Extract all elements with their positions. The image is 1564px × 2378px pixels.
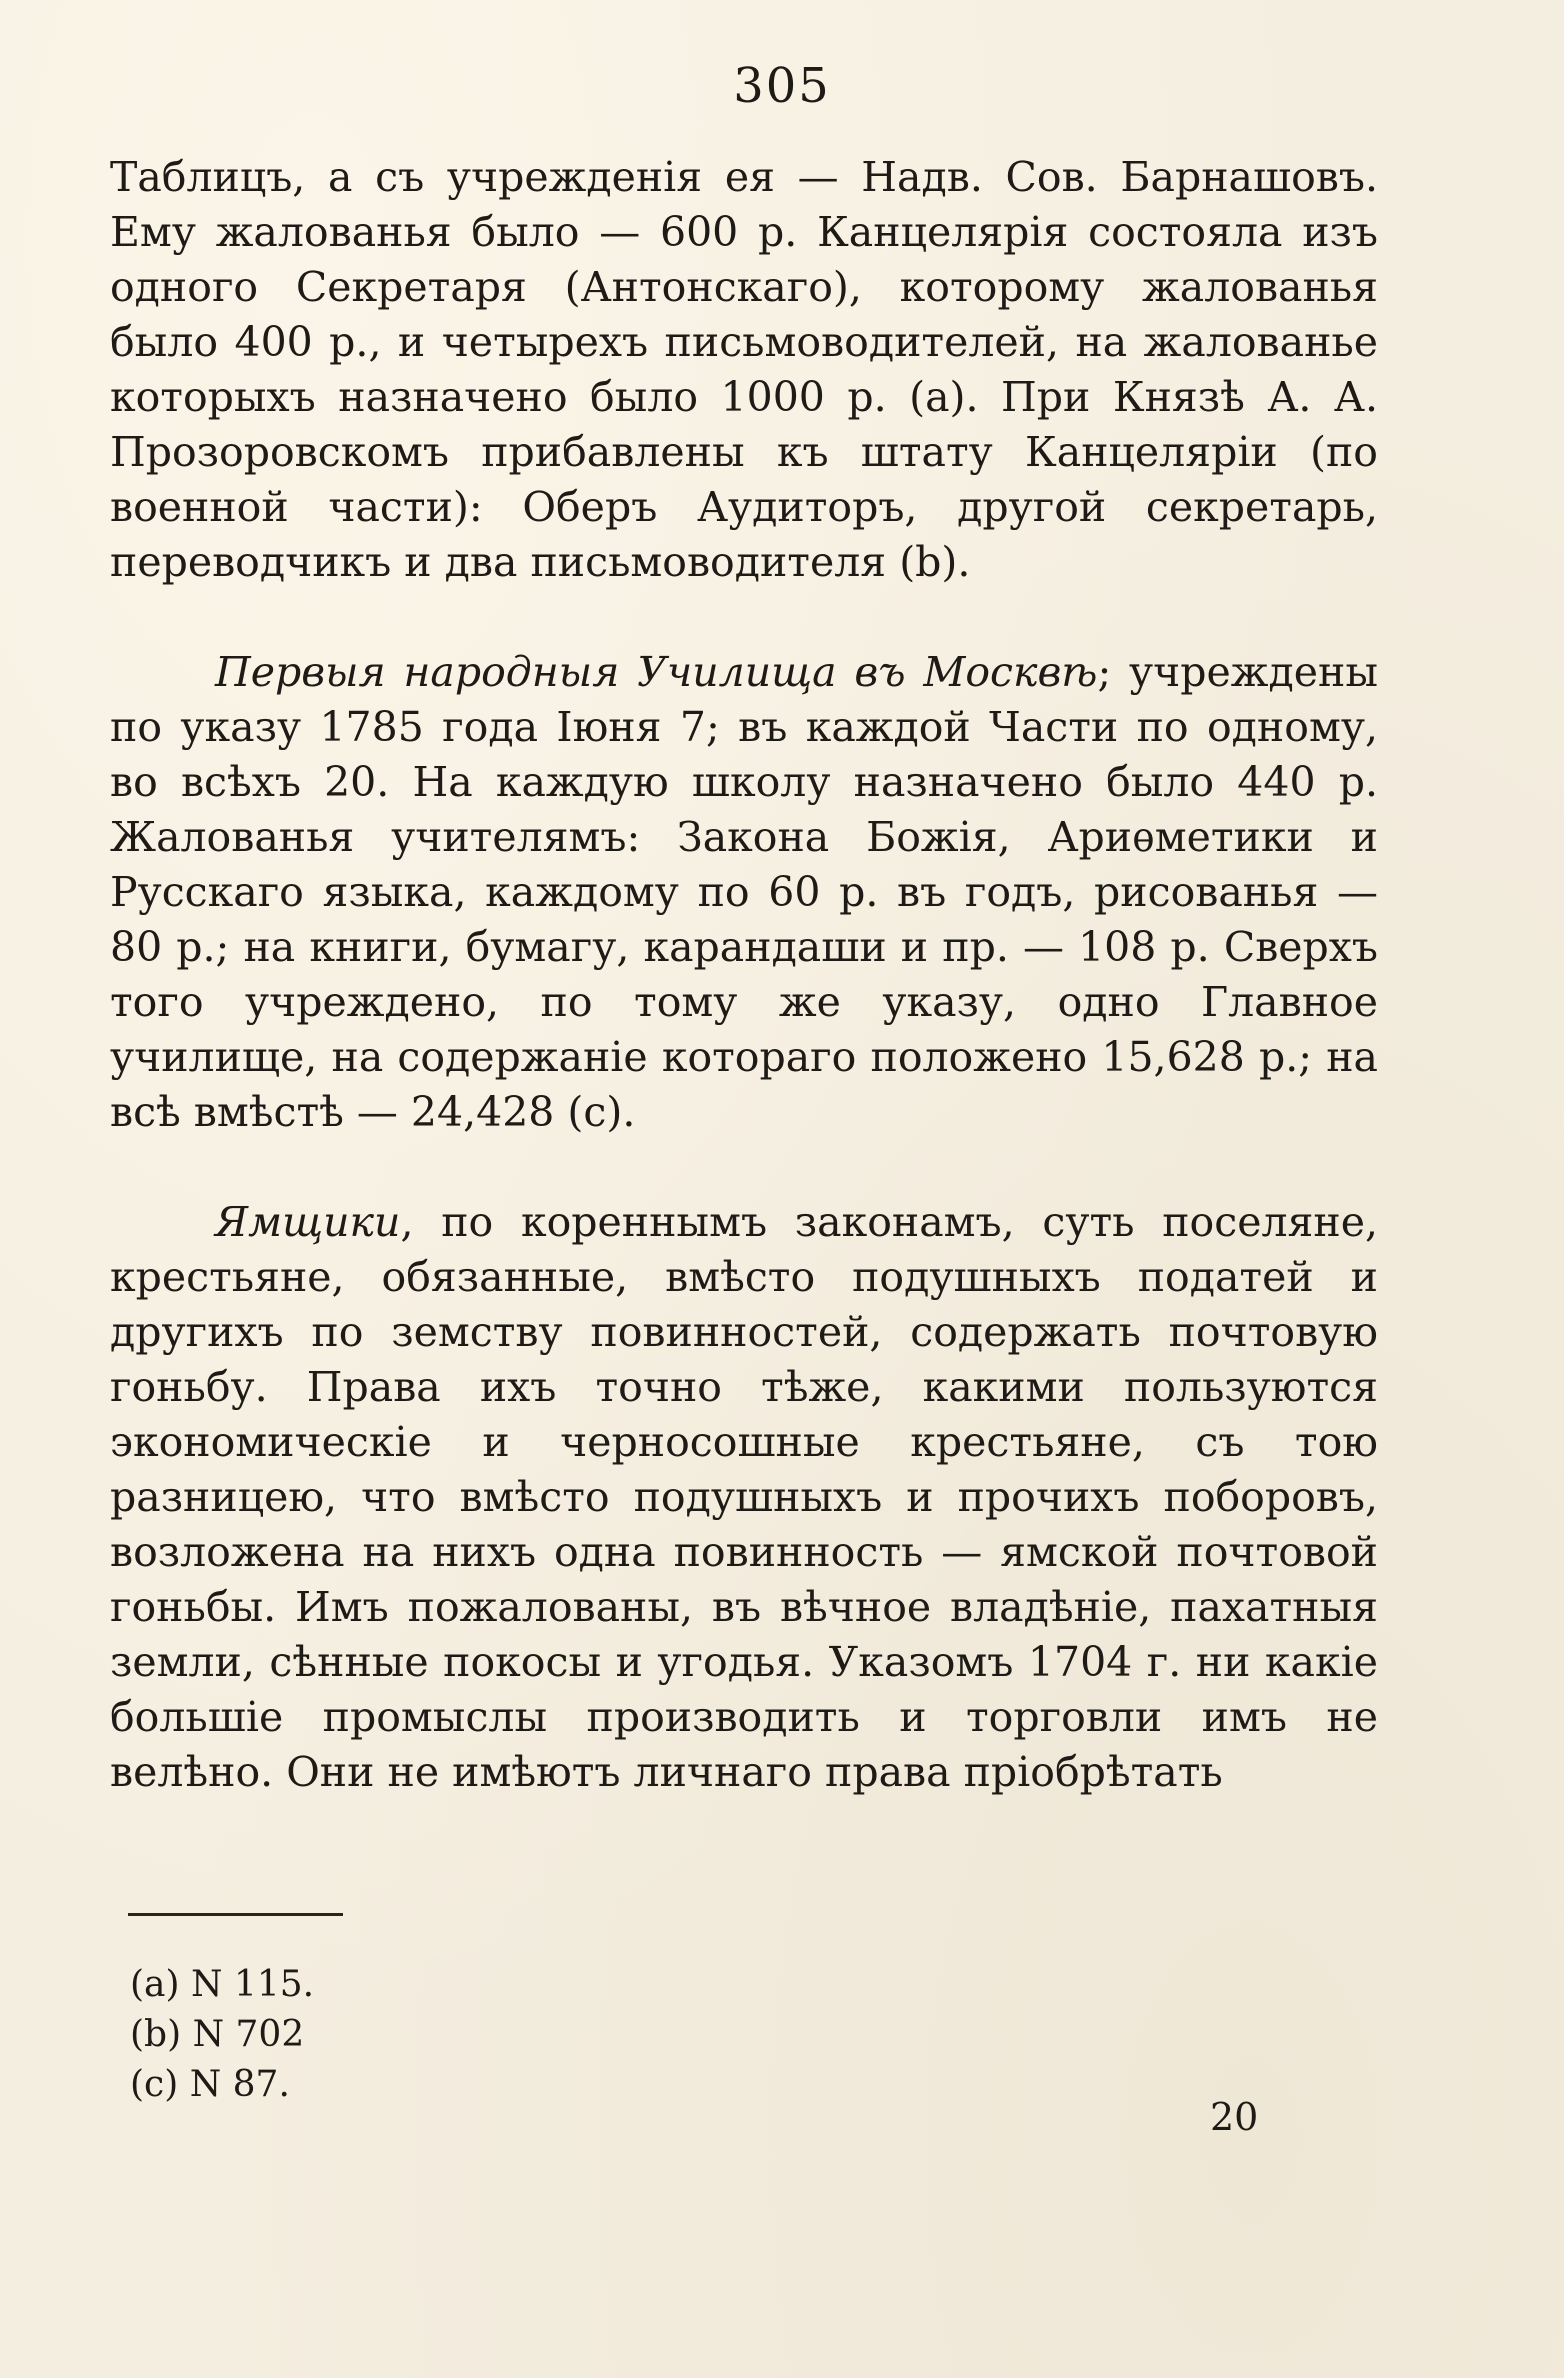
footnotes [130,1960,314,2110]
paragraph-3-heading: Ямщики [215,1198,401,1246]
paragraph-3-text: , по кореннымъ законамъ, суть поселяне, крестьяне, обязанные, вмѣсто подушныхъ податей и другихъ по земству повинностей, содержать почтовую гоньбу. Права ихъ точно тѣже, какими пользуются экономическіе и черносошные крестьяне, съ тою разницею, что вмѣсто подушныхъ и прочихъ поборовъ, возложена на нихъ одна повинность — ямской почтовой гоньбы. Имъ пожалованы, въ вѣчное владѣніе, пахатныя земли, сѣнные покосы и угодья. Указомъ 1704 г. ни какіе большіе промыслы производить и торговли имъ не велѣно. Они не имѣютъ личнаго права пріобрѣтать [110,1198,1378,1796]
footnote-a: (a) N 115. [130,1964,315,2005]
footnote-c: (c) N 87. [130,2064,290,2105]
paragraph-1 [110,150,1378,590]
signature-mark: 20 [1210,2095,1259,2139]
paragraph-2-heading: Первыя народныя Училища въ Москвѣ [215,648,1098,696]
paragraph-2 [110,645,1378,1140]
paragraph-1-text: Таблицъ, а съ учрежденія ея — Надв. Сов. Барнашовъ. Ему жалованья было — 600 р. Канцелярія состояла изъ одного Секретаря (Антонскаго), которому жалованья было 400 р., и четырехъ письмоводителей, на жалованье которыхъ назначено было 1000 р. (a). При Князѣ А. А. Прозоровскомъ прибавлены къ штату Канцеляріи (по военной части): Оберъ Аудиторъ, другой секретарь, переводчикъ и два письмоводителя (b). [110,153,1378,586]
page-number: 305 [733,58,831,114]
paragraph-3 [110,1195,1378,1800]
footnote-divider [128,1913,343,1916]
body-text [110,150,1378,1800]
footnote-b: (b) N 702 [130,2014,305,2055]
paragraph-2-text: ; учреждены по указу 1785 года Іюня 7; въ каждой Части по одному, во всѣхъ 20. На каждую школу назначено было 440 р. Жалованья учителямъ: Закона Божія, Ариѳметики и Русскаго языка, каждому по 60 р. въ годъ, рисованья — 80 р.; на книги, бумагу, карандаши и пр. — 108 р. Сверхъ того учреждено, по тому же указу, одно Главное училище, на содержаніе котораго положено 15,628 р.; на всѣ вмѣстѣ — 24,428 (c). [110,648,1378,1136]
